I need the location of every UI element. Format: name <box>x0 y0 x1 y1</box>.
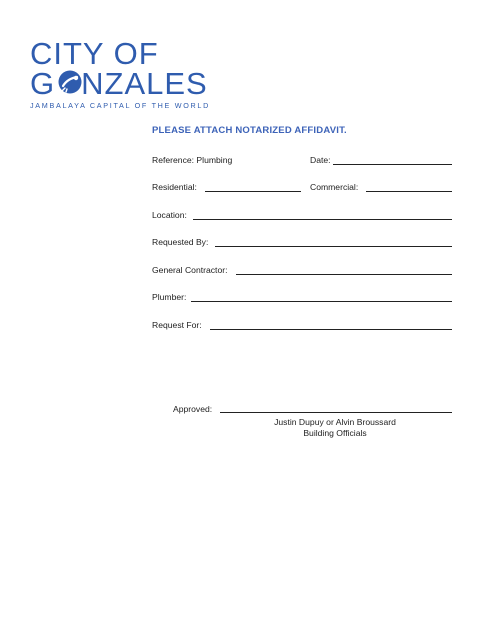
approved-label: Approved: <box>173 404 213 414</box>
residential-label: Residential: <box>152 182 197 192</box>
officials-title: Building Officials <box>303 428 367 438</box>
logo-nzales: NZALES <box>81 66 208 101</box>
commercial-field[interactable] <box>366 191 452 192</box>
residential-field[interactable] <box>205 191 301 192</box>
reference-label: Reference: Plumbing <box>152 155 233 165</box>
officials-names: Justin Dupuy or Alvin Broussard <box>274 417 396 427</box>
logo-tagline: JAMBALAYA CAPITAL OF THE WORLD <box>30 101 210 110</box>
plumber-label: Plumber: <box>152 292 187 302</box>
logo-city-of: CITY OF <box>30 36 159 71</box>
plumber-field[interactable] <box>191 301 452 302</box>
location-field[interactable] <box>193 219 452 220</box>
approved-signature-field[interactable] <box>220 412 452 413</box>
general-contractor-field[interactable] <box>236 274 452 275</box>
location-label: Location: <box>152 210 187 220</box>
general-contractor-label: General Contractor: <box>152 265 228 275</box>
city-logo <box>30 38 210 110</box>
requested-by-label: Requested By: <box>152 237 209 247</box>
form-heading: PLEASE ATTACH NOTARIZED AFFIDAVIT. <box>152 125 347 136</box>
date-field[interactable] <box>333 164 452 165</box>
logo-g: G <box>30 66 56 101</box>
requested-by-field[interactable] <box>215 246 452 247</box>
request-for-field[interactable] <box>210 329 452 330</box>
date-label: Date: <box>310 155 331 165</box>
crawfish-emblem-icon <box>57 69 83 95</box>
commercial-label: Commercial: <box>310 182 359 192</box>
request-for-label: Request For: <box>152 320 202 330</box>
